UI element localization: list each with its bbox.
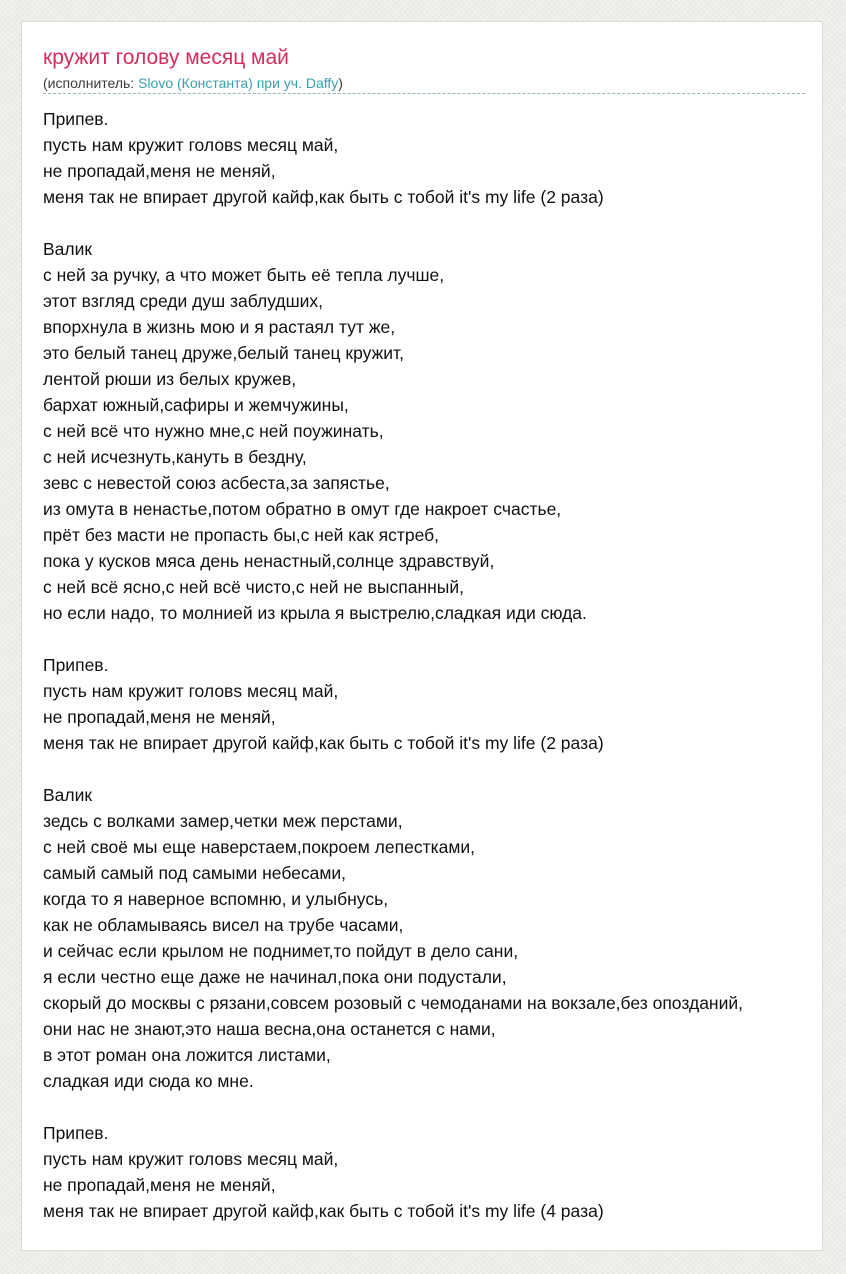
lyric-line: Припев. bbox=[43, 109, 109, 129]
chorus-stanza bbox=[43, 1120, 846, 1224]
lyric-line: скорый до москвы с рязани,совсем розовый с чемоданами на вокзале,без опозданий, bbox=[43, 993, 743, 1013]
lyric-line: когда то я наверное вспомню, и улыбнусь, bbox=[43, 889, 389, 909]
lyric-line: как не обламываясь висел на трубе часами, bbox=[43, 915, 404, 935]
lyric-line: это белый танец друже,белый танец кружит, bbox=[43, 343, 404, 363]
lyrics-card bbox=[21, 21, 823, 1251]
chorus-stanza bbox=[43, 106, 846, 210]
lyric-line: не пропадай,меня не меняй, bbox=[43, 161, 276, 181]
lyric-line: пока у кусков мяса день ненастный,солнце здравствуй, bbox=[43, 551, 495, 571]
lyric-line: Валик bbox=[43, 239, 93, 259]
artist-line bbox=[43, 74, 805, 94]
lyric-line: пусть нам кружит головs месяц май, bbox=[43, 1149, 339, 1169]
lyric-line: не пропадай,меня не меняй, bbox=[43, 707, 276, 727]
lyric-line: с ней своё мы еще наверстаем,покроем лепестками, bbox=[43, 837, 476, 857]
verse-stanza bbox=[43, 782, 846, 1094]
chorus-stanza bbox=[43, 652, 846, 756]
lyric-line: и сейчас если крылом не поднимет,то пойдут в дело сани, bbox=[43, 941, 519, 961]
lyric-line: пусть нам кружит головs месяц май, bbox=[43, 135, 339, 155]
lyric-line: Валик bbox=[43, 785, 93, 805]
song-title: кружит голову месяц май bbox=[43, 46, 289, 69]
lyric-line: меня так не впирает другой кайф,как быть с тобой it's my life (4 раза) bbox=[43, 1201, 604, 1221]
lyric-line: меня так не впирает другой кайф,как быть с тобой it's my life (2 раза) bbox=[43, 733, 604, 753]
artist-prefix: (исполнитель: bbox=[43, 75, 139, 91]
verse-stanza bbox=[43, 236, 846, 626]
lyric-line: самый самый под самыми небесами, bbox=[43, 863, 347, 883]
lyric-line: с ней исчезнуть,кануть в бездну, bbox=[43, 447, 307, 467]
lyric-line: зедсь с волками замер,четки меж перстами, bbox=[43, 811, 403, 831]
lyric-line: сладкая иди сюда ко мне. bbox=[43, 1071, 254, 1091]
lyric-line: прёт без масти не пропасть бы,с ней как ястреб, bbox=[43, 525, 439, 545]
lyric-line: в этот роман она ложится листами, bbox=[43, 1045, 331, 1065]
lyric-line: но если надо, то молнией из крыла я выстрелю,сладкая иди сюда. bbox=[43, 603, 587, 623]
lyric-line: с ней всё что нужно мне,с ней поужинать, bbox=[43, 421, 384, 441]
lyric-line: из омута в ненастье,потом обратно в омут где накроет счастье, bbox=[43, 499, 562, 519]
lyric-line: с ней за ручку, а что может быть её тепла лучше, bbox=[43, 265, 445, 285]
lyric-line: не пропадай,меня не меняй, bbox=[43, 1175, 276, 1195]
lyric-line: они нас не знают,это наша весна,она останется с нами, bbox=[43, 1019, 496, 1039]
artist-link[interactable]: Slovo (Константа) при уч. Daffy bbox=[138, 75, 339, 91]
lyric-line: лентой рюши из белых кружев, bbox=[43, 369, 297, 389]
lyric-line: зевс с невестой союз асбеста,за запястье, bbox=[43, 473, 390, 493]
lyrics-text bbox=[43, 106, 846, 1250]
lyric-line: Припев. bbox=[43, 655, 109, 675]
lyric-line: бархат южный,сафиры и жемчужины, bbox=[43, 395, 349, 415]
lyric-line: с ней всё ясно,с ней всё чисто,с ней не выспанный, bbox=[43, 577, 465, 597]
lyric-line: я если честно еще даже не начинал,пока они подустали, bbox=[43, 967, 507, 987]
artist-suffix: ) bbox=[338, 75, 343, 91]
lyric-line: Припев. bbox=[43, 1123, 109, 1143]
lyric-line: впорхнула в жизнь мою и я растаял тут же, bbox=[43, 317, 396, 337]
lyric-line: пусть нам кружит головs месяц май, bbox=[43, 681, 339, 701]
lyric-line: меня так не впирает другой кайф,как быть с тобой it's my life (2 раза) bbox=[43, 187, 604, 207]
lyric-line: этот взгляд среди душ заблудших, bbox=[43, 291, 324, 311]
